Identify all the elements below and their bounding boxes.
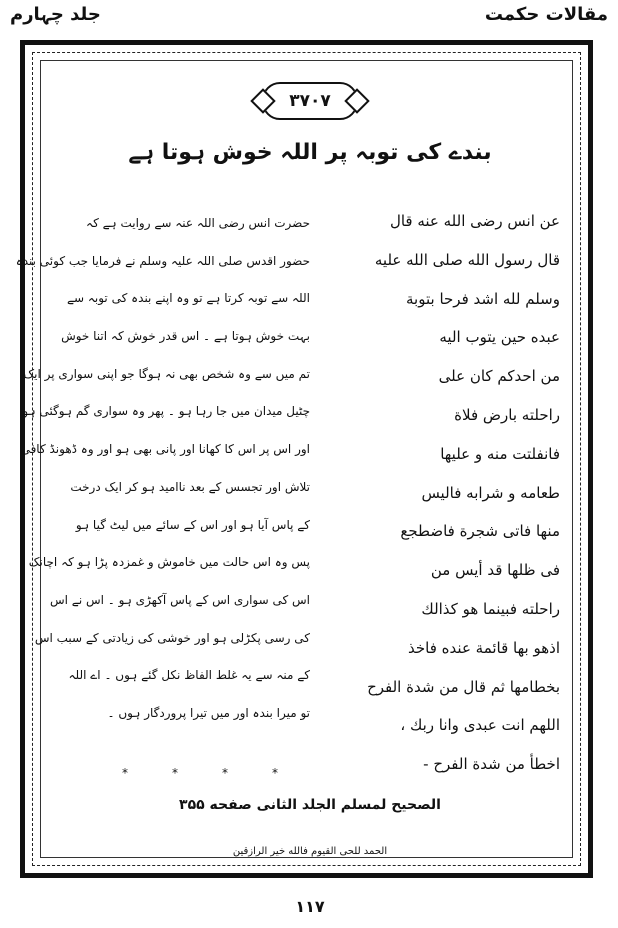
section-divider-stars <box>100 766 300 780</box>
arabic-line: عن انس رضی الله عنه قال <box>389 212 560 230</box>
urdu-translation-column <box>15 205 310 733</box>
urdu-line: حضرت انس رضی اللہ عنہ سے روایت ہے کہ <box>86 216 310 230</box>
arabic-line: راحلته فبینما هو کذالك <box>421 599 560 618</box>
star-icon: * <box>172 766 178 780</box>
arabic-line: منها فاتی شجرة فاضطجع <box>400 522 560 541</box>
star-icon: * <box>222 766 228 780</box>
urdu-line: پس وہ اس حالت میں خاموش و غمزدہ پڑا ہو کہ اچانک <box>28 555 310 570</box>
urdu-line: اور اس پر اس کا کھانا اور پانی بھی ہو اور وہ ڈھونڈ کافی <box>20 442 310 457</box>
source-reference: الصحیح لمسلم الجلد الثانی صفحه ۳۵۵ <box>179 797 441 813</box>
urdu-line: کے پاس آیا ہو اور اس کے سائے میں لیٹ گیا ہو <box>75 517 310 532</box>
arabic-line: قال رسول الله صلی الله علیه <box>374 250 560 269</box>
urdu-line: اس کی سواری اس کے پاس آکھڑی ہو ۔ اس نے اس <box>50 592 310 607</box>
arabic-line: راحلته بارض فلاة <box>454 405 560 424</box>
hadith-number-medallion <box>262 82 358 120</box>
urdu-line: بہت خوش ہوتا ہے ۔ اس قدر خوش کہ اتنا خوش <box>61 329 310 344</box>
arabic-line: عبده حین یتوب الیه <box>439 328 560 347</box>
star-icon: * <box>272 766 278 780</box>
arabic-line: وسلم لله اشد فرحا بتوبة <box>406 289 560 308</box>
urdu-line: تو میرا بندہ اور میں تیرا پروردگار ہوں ۔ <box>107 705 310 720</box>
arabic-line: اخطأ من شدة الفرح - <box>423 755 560 774</box>
arabic-line: فانفلتت منه و علیها <box>440 444 560 463</box>
urdu-line: چٹیل میدان میں جا رہا ہو ۔ پھر وہ سواری گم ہوگئی ہو <box>22 404 310 419</box>
book-title-header: مقالات حکمت <box>484 4 608 25</box>
arabic-text-column <box>342 202 560 784</box>
urdu-line: تم میں سے وہ شخص بھی نہ ہوگا جو اپنی سواری پر ایک <box>23 366 310 381</box>
urdu-line: کی رسی پکڑلی ہو اور خوشی کی زیادتی کے سبب اس <box>34 630 310 645</box>
star-icon: * <box>122 766 128 780</box>
arabic-line: من احدکم کان علی <box>438 367 560 386</box>
urdu-line: اللہ سے توبہ کرتا ہے تو وہ اپنے بندہ کی توبہ سے <box>66 291 310 306</box>
arabic-line: اذهو بها قائمة عنده فاخذ <box>408 638 560 657</box>
hadith-number: ۳۷۰۷ <box>289 91 331 111</box>
urdu-line: تلاش اور تجسس کے بعد ناامید ہو کر ایک درخت <box>70 479 310 494</box>
volume-header: جلد چہارم <box>10 4 101 25</box>
arabic-line: اللهم انت عبدی وانا ربك ، <box>400 716 560 735</box>
arabic-line: بخطامها ثم قال من شدة الفرح <box>367 677 560 696</box>
hadith-title: بندے کی توبہ پر اللہ خوش ہوتا ہے <box>128 140 492 165</box>
urdu-line: حضور اقدس صلی اللہ علیہ وسلم نے فرمایا جب کوئی بندہ <box>15 253 310 268</box>
arabic-line: فی ظلها قد أیس من <box>430 561 560 580</box>
arabic-line: طعامه و شرابه فالیس <box>421 483 560 502</box>
urdu-line: کے منہ سے یہ غلط الفاظ نکل گئے ہوں ۔ اے اللہ <box>68 668 310 683</box>
page-number: ۱۱۷ <box>295 897 325 916</box>
footer-stamp: الحمد للحی القیوم فالله خیر الرازقین <box>232 846 388 857</box>
